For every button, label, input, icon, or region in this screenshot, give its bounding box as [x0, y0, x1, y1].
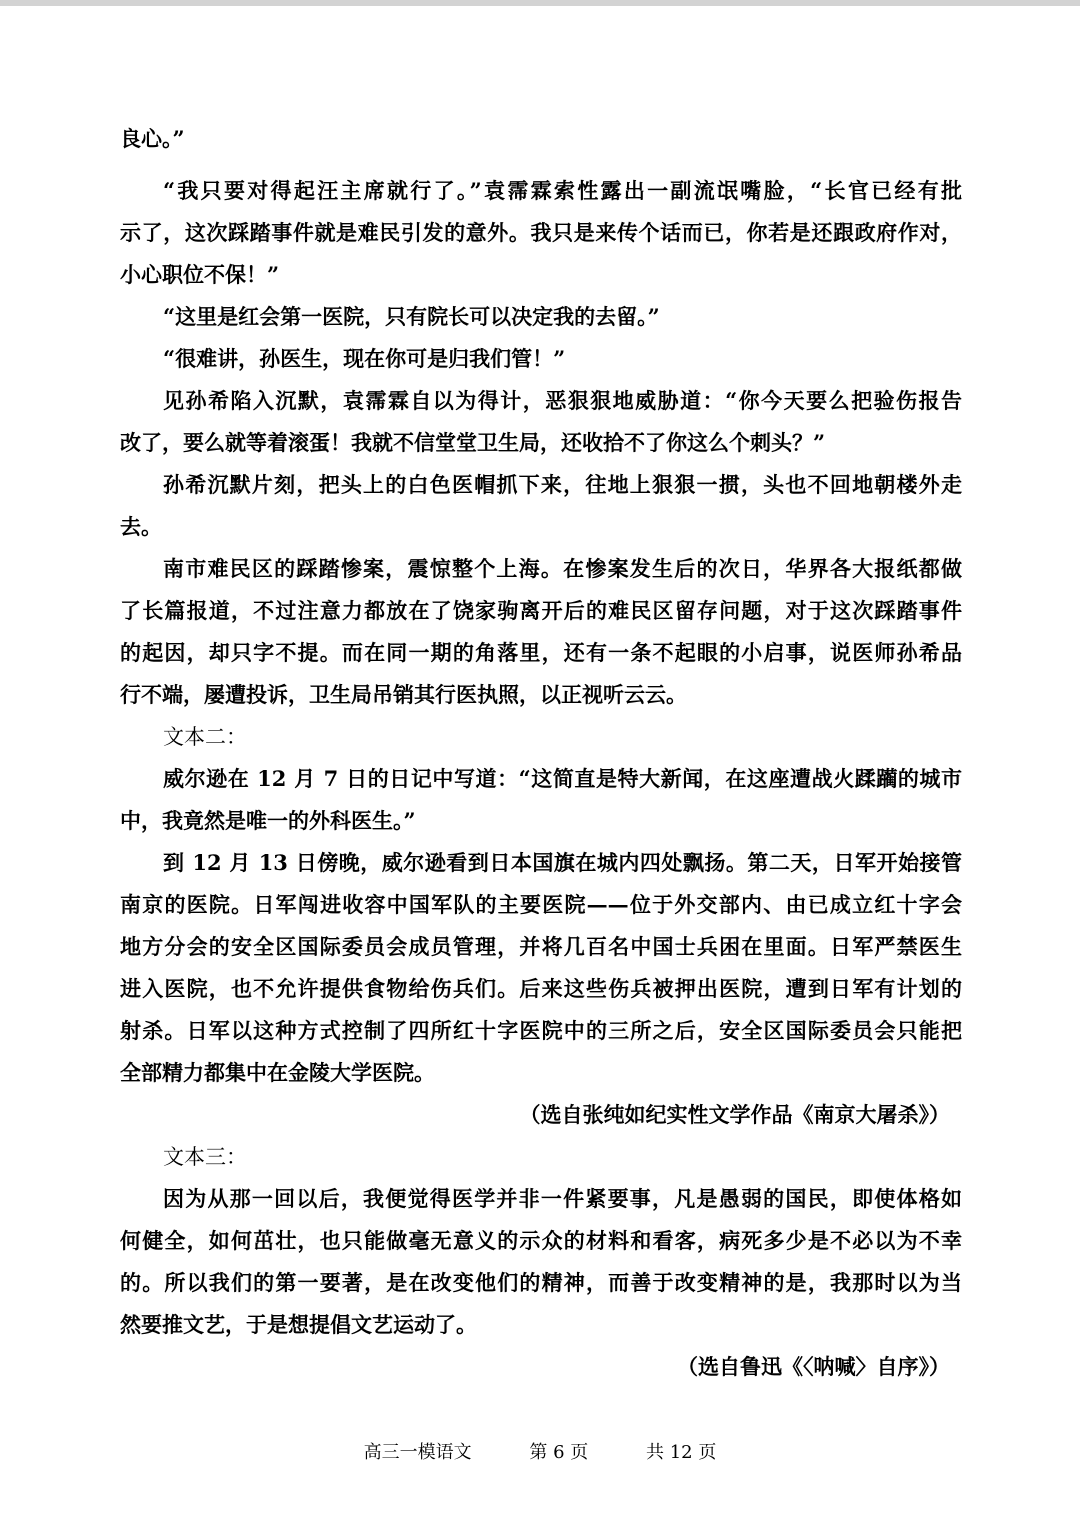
text-line: 见孙希陷入沉默，袁霈霖自以为得计，恶狠狠地威胁道：“你今天要么把验伤报告 — [163, 388, 962, 413]
footer-subject: 高三一模语文 — [363, 1442, 472, 1463]
page-footer — [0, 1438, 1080, 1464]
text-line: 的。所以我们的第一要著，是在改变他们的精神，而善于改变精神的是，我那时以为当 — [120, 1270, 962, 1295]
text-line: 因为从那一回以后，我便觉得医学并非一件紧要事，凡是愚弱的国民，即使体格如 — [163, 1186, 962, 1211]
text-line: 良心。” — [120, 126, 185, 151]
text-line: 南市难民区的踩踏惨案，震惊整个上海。在惨案发生后的次日，华界各大报纸都做 — [163, 556, 962, 581]
top-border — [0, 0, 1080, 6]
text-line: 何健全，如何茁壮，也只能做毫无意义的示众的材料和看客，病死多少是不必以为不幸 — [120, 1228, 962, 1253]
source-citation-text2: （选自张纯如纪实性文学作品《南京大屠杀》） — [519, 1102, 950, 1127]
text-line: 的起因，却只字不提。而在同一期的角落里，还有一条不起眼的小启事，说医师孙希品 — [120, 640, 962, 665]
text-line: 去。 — [120, 514, 162, 539]
source-citation-text3: （选自鲁迅《〈呐喊〉自序》） — [677, 1354, 950, 1379]
text-line: 射杀。日军以这种方式控制了四所红十字医院中的三所之后，安全区国际委员会只能把 — [120, 1018, 962, 1043]
text-line: 南京的医院。日军闯进收容中国军队的主要医院——位于外交部内、由已成立红十字会 — [120, 892, 962, 917]
section-label-text2: 文本二： — [163, 725, 247, 749]
footer-total-pages: 共 12 页 — [646, 1442, 717, 1463]
text-line: “很难讲，孙医生，现在你可是归我们管！” — [163, 346, 566, 371]
text-line: 进入医院，也不允许提供食物给伤兵们。后来这些伤兵被押出医院，遭到日军有计划的 — [120, 976, 962, 1001]
text-line: 示了，这次踩踏事件就是难民引发的意外。我只是来传个话而已，你若是还跟政府作对， — [120, 220, 962, 245]
text-line: 中，我竟然是唯一的外科医生。” — [120, 808, 416, 833]
text-line: 了长篇报道，不过注意力都放在了饶家驹离开后的难民区留存问题，对于这次踩踏事件 — [120, 598, 962, 623]
section-label-text3: 文本三： — [163, 1145, 247, 1169]
text-line: 小心职位不保！” — [120, 262, 280, 287]
text-line: 然要推文艺，于是想提倡文艺运动了。 — [120, 1312, 477, 1337]
text-line: 孙希沉默片刻，把头上的白色医帽抓下来，往地上狠狠一掼，头也不回地朝楼外走 — [163, 472, 962, 497]
text-line: 改了，要么就等着滚蛋！我就不信堂堂卫生局，还收拾不了你这么个刺头？” — [120, 430, 826, 455]
text-line: 地方分会的安全区国际委员会成员管理，并将几百名中国士兵困在里面。日军严禁医生 — [120, 934, 962, 959]
text-line: “我只要对得起汪主席就行了。”袁霈霖索性露出一副流氓嘴脸，“长官已经有批 — [163, 178, 962, 203]
text-line: “这里是红会第一医院，只有院长可以决定我的去留。” — [163, 304, 660, 329]
text-line: 行不端，屡遭投诉，卫生局吊销其行医执照，以正视听云云。 — [120, 682, 687, 707]
text-line: 全部精力都集中在金陵大学医院。 — [120, 1060, 435, 1085]
text-line: 到 12 月 13 日傍晚，威尔逊看到日本国旗在城内四处飘扬。第二天，日军开始接管 — [163, 850, 962, 875]
footer-page-number: 第 6 页 — [529, 1442, 589, 1463]
text-line: 威尔逊在 12 月 7 日的日记中写道：“这简直是特大新闻，在这座遭战火蹂躏的城市 — [163, 766, 962, 791]
